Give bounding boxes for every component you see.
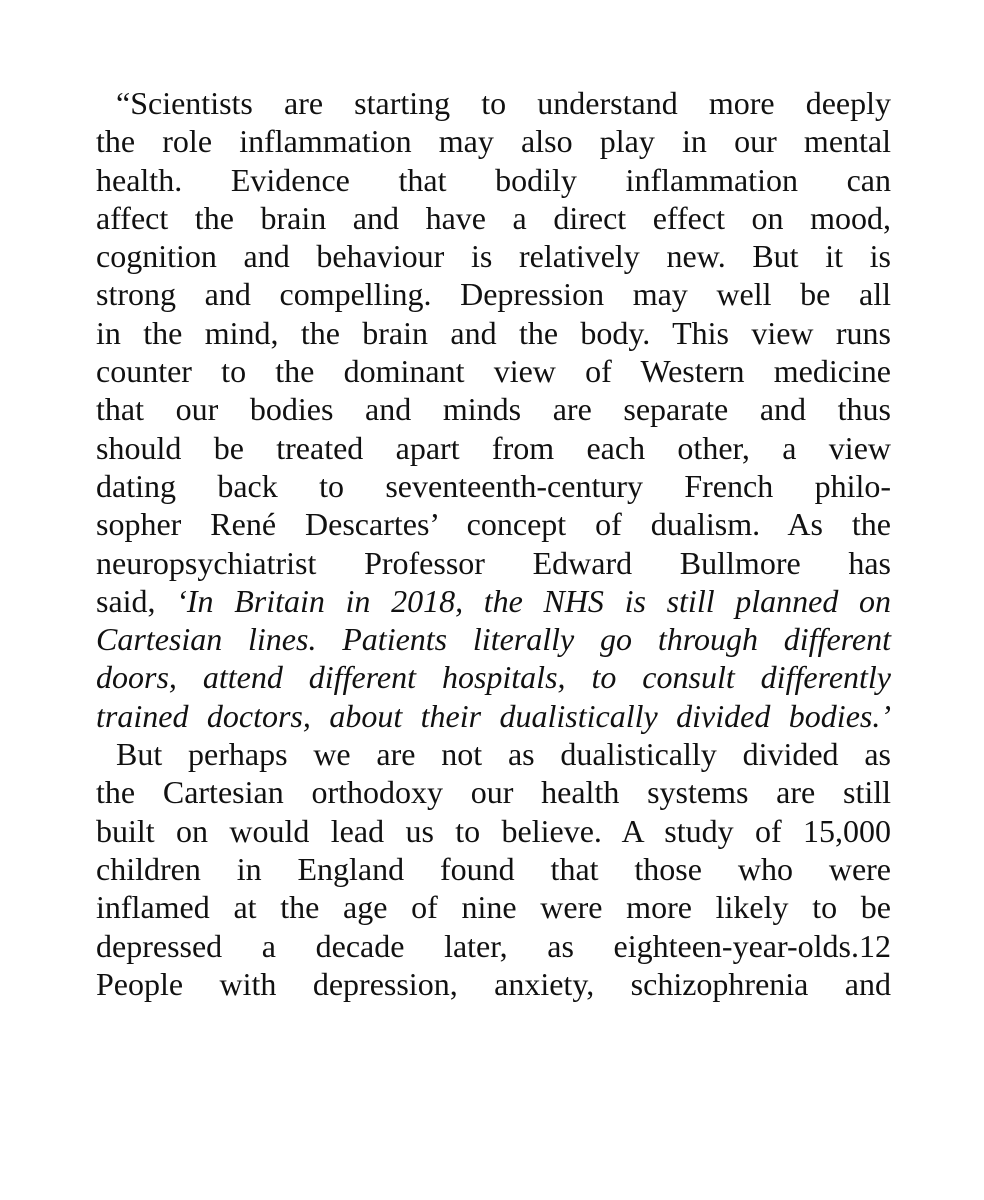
quote-italic-segment: ‘In Britain in 2018, the NHS is still planned on bbox=[176, 582, 892, 619]
text-line: dating back to seventeenth-century French philo- bbox=[96, 467, 891, 504]
text-line: health. Evidence that bodily inflammation can bbox=[96, 161, 891, 198]
text-line: children in England found that those who were bbox=[96, 850, 891, 887]
text-line: the role inflammation may also play in our mental bbox=[96, 123, 891, 160]
text-line: that our bodies and minds are separate and thus bbox=[96, 391, 891, 428]
text-line: should be treated apart from each other, a view bbox=[96, 429, 891, 466]
text-line: trained doctors, about their dualistically divided bodies.’ bbox=[96, 697, 891, 734]
text-line: strong and compelling. Depression may well be all bbox=[96, 276, 891, 313]
text-line: People with depression, anxiety, schizophrenia and bbox=[96, 965, 891, 1002]
text-line: sopher René Descartes’ concept of dualism. As the bbox=[96, 506, 891, 543]
text-roman-segment: said, bbox=[96, 582, 177, 619]
text-line: affect the brain and have a direct effect on mood, bbox=[96, 199, 891, 236]
text-line: inflamed at the age of nine were more likely to be bbox=[96, 889, 891, 926]
text-line: the Cartesian orthodoxy our health systems are still bbox=[96, 774, 891, 811]
text-line: doors, attend different hospitals, to consult differently bbox=[96, 659, 891, 696]
text-line: in the mind, the brain and the body. This view runs bbox=[96, 314, 891, 351]
text-line: counter to the dominant view of Western medicine bbox=[96, 353, 891, 390]
text-line: Cartesian lines. Patients literally go through different bbox=[96, 621, 891, 658]
text-line: built on would lead us to believe. A study of 15,000 bbox=[96, 812, 891, 849]
text-line: cognition and behaviour is relatively new. But it is bbox=[96, 238, 891, 275]
text-line: depressed a decade later, as eighteen-year-olds.12 bbox=[96, 927, 891, 964]
paragraph-dualistically-divided bbox=[96, 735, 891, 1003]
text-line bbox=[96, 582, 891, 620]
text-line: neuropsychiatrist Professor Edward Bullmore has bbox=[96, 544, 891, 581]
book-page bbox=[96, 84, 891, 1003]
text-line: “Scientists are starting to understand more deeply bbox=[116, 85, 891, 121]
paragraph-inflammation-mental-health bbox=[96, 84, 891, 735]
text-line: But perhaps we are not as dualistically divided as bbox=[116, 736, 891, 773]
